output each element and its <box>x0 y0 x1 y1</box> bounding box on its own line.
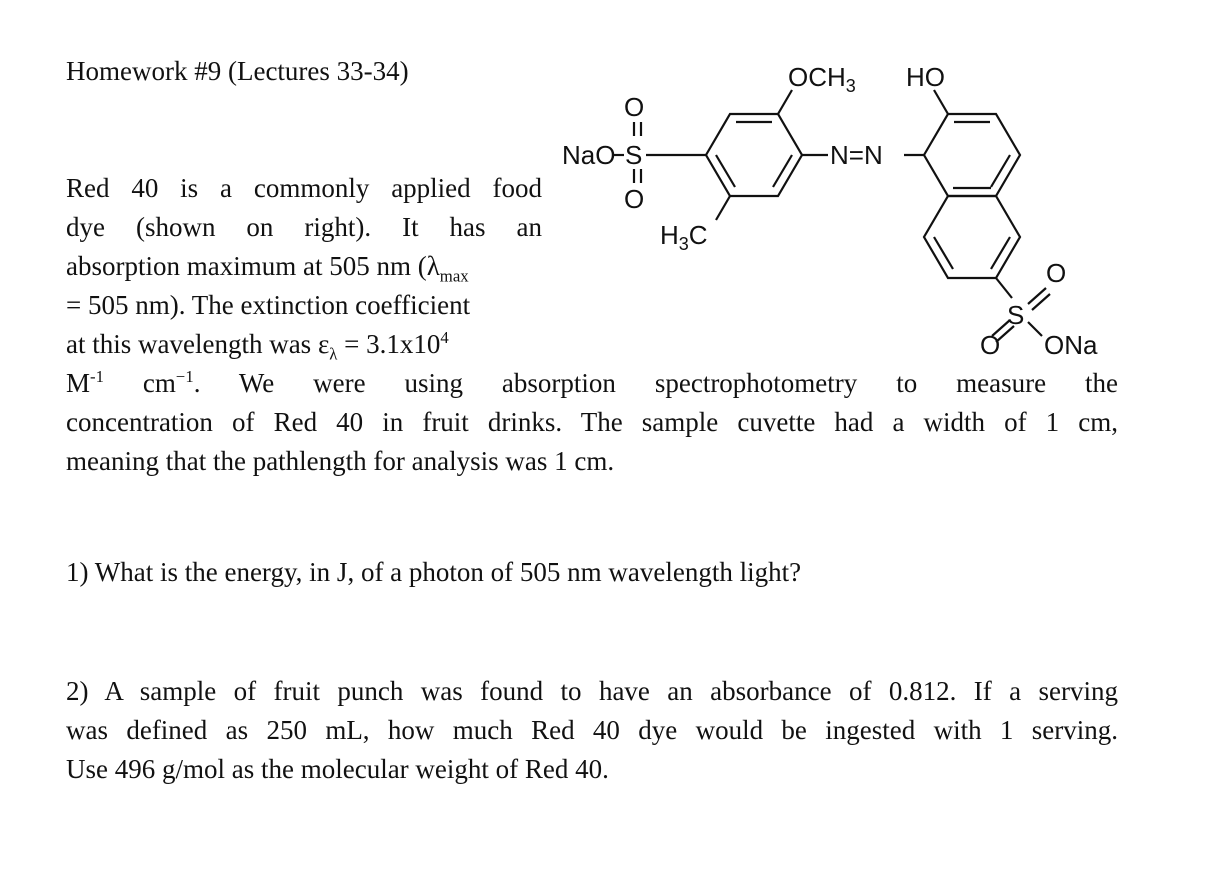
bond-ring-och3 <box>778 90 792 114</box>
oxygen-bottom-label: O <box>624 184 645 214</box>
sulfur-2-label: S <box>1007 300 1025 330</box>
epsilon-subscript: λ <box>329 344 338 364</box>
intro-line-4: = 505 nm). The extinction coefficient <box>66 290 471 320</box>
ona-label: ONa <box>1044 330 1098 360</box>
h3c-label <box>660 220 708 254</box>
question-2 <box>66 672 1118 789</box>
naph-double-4 <box>934 237 953 269</box>
body-paragraph <box>66 364 1118 481</box>
body-line-1-text: . We were using absorption spectrophotometry to measure the <box>193 368 1118 398</box>
och3-subscript: 3 <box>845 76 856 96</box>
unit-m: M <box>66 368 91 398</box>
bond-s2-o-right-b <box>1032 294 1050 310</box>
unit-cm-exponent: −1 <box>175 367 194 386</box>
question-2-line-3: Use 496 g/mol as the molecular weight of Red 40. <box>66 754 609 784</box>
bond-s2-ona <box>1028 322 1042 336</box>
och3-label <box>788 62 856 96</box>
unit-cm: cm <box>103 368 176 398</box>
intro-paragraph <box>66 169 542 364</box>
extinction-value: = 3.1x10 <box>337 329 441 359</box>
lambda-max-subscript: max <box>439 266 469 286</box>
sulfur-1-label: S <box>625 140 643 170</box>
unit-m-exponent: -1 <box>90 367 104 386</box>
h3c-h: H <box>660 220 679 250</box>
azo-label: N=N <box>830 140 883 170</box>
benzene-ring-a <box>706 114 802 196</box>
extinction-exponent: 4 <box>440 328 449 347</box>
h3c-subscript: 3 <box>678 234 689 254</box>
bond-ring-ho <box>934 90 948 114</box>
oxygen-left-label: O <box>980 330 1001 360</box>
oxygen-right-label: O <box>1046 258 1067 288</box>
bond-ring-s2 <box>996 278 1012 298</box>
bond-ring-h3c <box>716 196 730 220</box>
intro-line-2: dye (shown on right). It has an <box>66 212 542 242</box>
naph-double-5 <box>991 237 1010 269</box>
intro-line-1: Red 40 is a commonly applied food <box>66 173 542 203</box>
question-2-line-1: 2) A sample of fruit punch was found to have an absorbance of 0.812. If a serving <box>66 676 1118 706</box>
och3-text: OCH <box>788 62 846 92</box>
naphthalene-ring-upper <box>924 114 1020 196</box>
naphthalene-ring-lower <box>924 196 1020 278</box>
question-1: 1) What is the energy, in J, of a photon of 505 nm wavelength light? <box>66 557 802 587</box>
intro-line-5-text: at this wavelength was ε <box>66 329 330 359</box>
naph-double-2 <box>991 155 1010 187</box>
ring-a-double-2 <box>773 155 792 187</box>
nao-label: NaO <box>562 140 616 170</box>
intro-line-5 <box>66 325 542 364</box>
ho-label: HO <box>906 62 945 92</box>
body-line-3: meaning that the pathlength for analysis was 1 cm. <box>66 446 615 476</box>
intro-line-3-text: absorption maximum at 505 nm (λ <box>66 251 440 281</box>
bond-s2-o-right-a <box>1028 288 1046 304</box>
intro-line-3 <box>66 247 542 286</box>
ring-a-double-3 <box>716 155 735 187</box>
homework-title: Homework #9 (Lectures 33-34) <box>66 56 409 86</box>
oxygen-top-label: O <box>624 92 645 122</box>
red40-structure <box>548 52 1128 372</box>
body-line-2: concentration of Red 40 in fruit drinks. The sample cuvette had a width of 1 cm, <box>66 407 1118 437</box>
h3c-c: C <box>688 220 708 250</box>
question-2-line-2: was defined as 250 mL, how much Red 40 dye would be ingested with 1 serving. <box>66 715 1118 745</box>
